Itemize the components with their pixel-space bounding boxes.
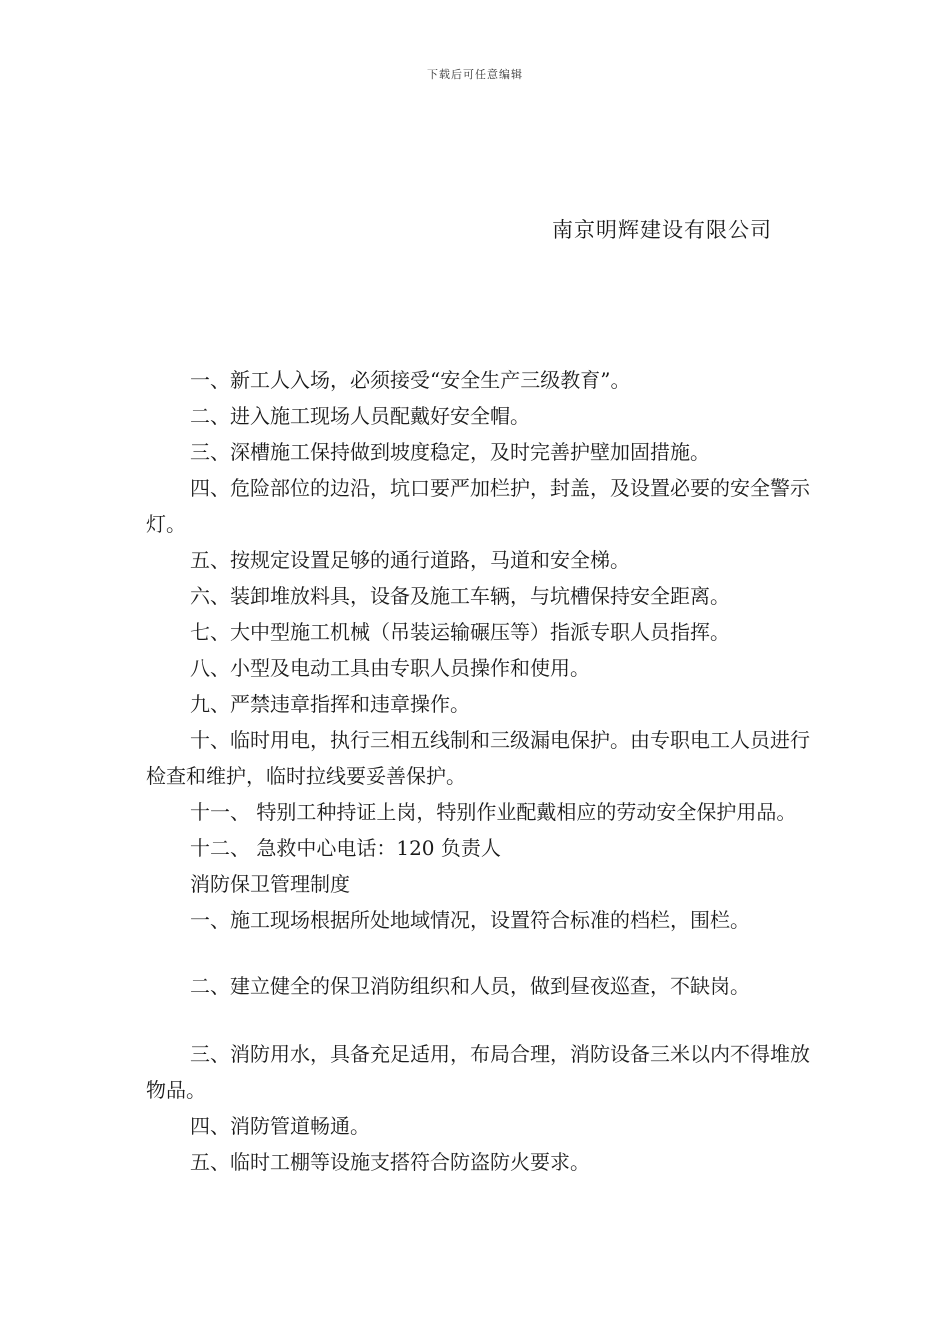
paragraph: 七、大中型施工机械（吊装运输碾压等）指派专职人员指挥。: [190, 620, 730, 644]
document-body: [146, 362, 816, 1180]
paragraph: 三、消防用水，具备充足适用，布局合理，消防设备三米以内不得堆放物品。: [146, 1042, 810, 1102]
paragraph: 九、严禁违章指挥和违章操作。: [190, 692, 470, 716]
paragraph: 六、装卸堆放料具，设备及施工车辆，与坑槽保持安全距离。: [190, 584, 730, 608]
paragraph: 二、建立健全的保卫消防组织和人员，做到昼夜巡查，不缺岗。: [190, 974, 750, 998]
paragraph: 二、进入施工现场人员配戴好安全帽。: [190, 404, 530, 428]
paragraph: 一、新工人入场，必须接受“安全生产三级教育”。: [190, 368, 631, 392]
paragraph: 一、施工现场根据所处地域情况，设置符合标准的档栏，围栏。: [190, 908, 750, 932]
paragraph: 十二、 急救中心电话：120 负责人: [190, 836, 501, 860]
paragraph: 八、小型及电动工具由专职人员操作和使用。: [190, 656, 590, 680]
paragraph: 三、深槽施工保持做到坡度稳定，及时完善护壁加固措施。: [190, 440, 710, 464]
paragraph: 十、临时用电，执行三相五线制和三级漏电保护。由专职电工人员进行检查和维护，临时拉线要妥善保护。: [146, 728, 810, 788]
paragraph: 十一、 特别工种持证上岗，特别作业配戴相应的劳动安全保护用品。: [190, 800, 797, 824]
paragraph: 四、危险部位的边沿，坑口要严加栏护，封盖，及设置必要的安全警示灯。: [146, 476, 810, 536]
paragraph: 五、按规定设置足够的通行道路，马道和安全梯。: [190, 548, 630, 572]
paragraph: 五、临时工棚等设施支搭符合防盗防火要求。: [190, 1150, 590, 1174]
paragraph: 四、消防管道畅通。: [190, 1114, 370, 1138]
section-heading: 消防保卫管理制度: [190, 872, 350, 896]
company-name: 南京明辉建设有限公司: [552, 218, 772, 242]
header-note: 下载后可任意编辑: [427, 68, 523, 81]
